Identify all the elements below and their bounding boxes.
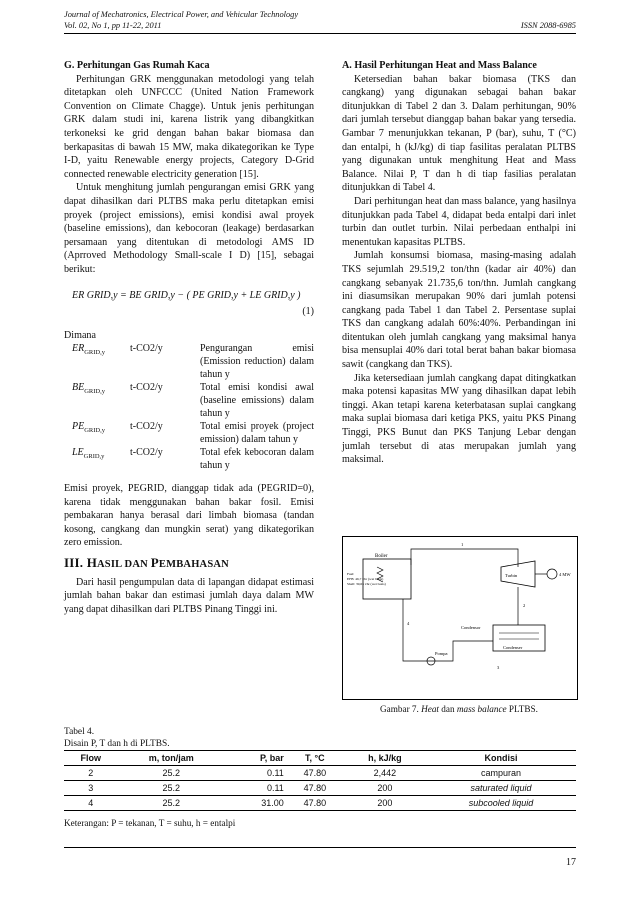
- table-caption: [64, 726, 170, 750]
- condenser-coil-icon: [499, 633, 539, 639]
- definition-row: [72, 420, 314, 446]
- node-4-label: 4: [407, 621, 410, 626]
- fuel-label: Fuel:: [347, 572, 355, 576]
- table-row: 3 25.2 0.11 47.80 200 saturated liquid: [64, 781, 576, 796]
- dimana-label: Dimana: [64, 329, 96, 341]
- steam-line: [411, 549, 518, 567]
- col-header-mass: m, ton/jam: [118, 751, 225, 766]
- def-symbol: LE: [72, 447, 84, 459]
- def-unit: t-CO2/y: [130, 447, 163, 459]
- paragraph-ghg-method: Perhitungan GRK menggunakan metodologi yang telah ditetapkan oleh UNFCCC (United Nation Framework Convention on Climate Chagge). Untuk jenis perhitungan GRK dalam studi ini, karena listrik yang dibangkitkan terkoneksi ke grid dengan bahan bakar biomasa dan berkapasitas di bawah 15 MW, maka dikategorikan ke Type I-D, yaitu Renewable energy projects, Category D-Grid connected renewable electricity generation [15].: [64, 73, 314, 180]
- def-unit: t-CO2/y: [130, 343, 163, 355]
- paragraph-shell-supply: Jika ketersediaan jumlah cangkang dapat ditingkatkan maka potensi kapasitas MW yang dihasilkan dapat lebih tinggi. Akan tetapi karena keterbatasan suplai cangkang maka suplai biomasa dari ketiga PKS, yaitu PKS Pinang Tinggi, PKS Bunut dan PKS Tanjung Lebar dengan jumlah tersebut di atas merupakan jumlah yang maksimal.: [342, 372, 576, 466]
- figure-caption: Gambar 7. Heat dan mass balance PLTBS.: [380, 704, 538, 714]
- condensor-label: Condensor: [461, 625, 481, 630]
- paragraph-fuel-availability: Ketersedian bahan bakar biomasa (TKS dan cangkang) yang digunakan sebagai bahan bakar ditunjukkan di Tabel 2 dan 3. Dalam perhitungan, 90% dari jumlah tersebut dianggap bahan bakar yang tersedia. Gambar 7 menunjukkan tekanan, P (bar), suhu, T (°C) dan entalpi, h (kJ/kg) di tiap fasilitas peralatan PLTBS yang digunakan untuk menghitung Heat and Mass Balance. Nilai P, T dan h di tiap fasilias peralatan ditunjukkan di Tabel 4.: [342, 73, 576, 194]
- journal-volume: Vol. 02, No 1, pp 11-22, 2011: [64, 20, 162, 30]
- figure-heat-mass-balance: [342, 536, 578, 700]
- left-column: [64, 59, 314, 616]
- table-header-row: [64, 751, 576, 766]
- header-rule: [64, 33, 576, 34]
- paragraph-biomass-consumption: Jumlah konsumsi biomasa, masing-masing adalah TKS sejumlah 29.519,2 ton/thn (kadar air 40%) dan cangkang sebanyak 21.735,6 ton/thn. Jumlah cangkang ini diasumsikan merupakan 90% dari jumlah potensi cangkang pada Tabel 1 dan Tabel 2. Persentase suplai TKS dan cangkang adalah 60%:40%. Perbandingan ini ditentukan oleh jumlah cangkang yang maksimal hanya bisa mensuplai 40% dari total berat bahan bakar biomasa sawit (cangkang dan TKS).: [342, 250, 576, 371]
- def-description: Total emisi proyek (project emission) dalam tahun y: [200, 421, 314, 446]
- def-description: Total emisi kondisi awal (baseline emissions) dalam tahun y: [200, 382, 314, 420]
- boiler-label: Boiler: [375, 554, 388, 559]
- def-subscript: GRID,y: [84, 349, 105, 357]
- generator-icon: [547, 569, 557, 579]
- return-line: [403, 599, 493, 661]
- def-unit: t-CO2/y: [130, 421, 163, 433]
- def-description: Pengurangan emisi (Emission reduction) dalam tahun y: [200, 343, 314, 381]
- table-row: 2 25.2 0.11 47.80 2,442 campuran: [64, 766, 576, 781]
- node-3-label: 3: [497, 665, 500, 670]
- paragraph-enthalpy: Dari perhitungan heat dan mass balance, yang hasilnya ditunjukkan pada Tabel 4, didapat beda entalpi dari inlet turbin dan outlet turbin. Nilai perbedaan enthalpi ini menentukan kapasitas PLTBS.: [342, 195, 576, 248]
- equation-number: (1): [302, 305, 314, 317]
- fuel-efb: EFB: 46,7 t/hr (wet basis): [347, 577, 384, 581]
- condenser-label: Condenser: [503, 645, 523, 650]
- turbine-label: Turbin: [505, 573, 518, 578]
- table-subtitle: Disain P, T dan h di PLTBS.: [64, 739, 170, 749]
- section-heading-a: A. Hasil Perhitungan Heat and Mass Balance: [342, 60, 537, 71]
- journal-issn: ISSN 2088-6985: [520, 20, 576, 30]
- section-heading-iii: III. HASIL DAN PEMBAHASAN: [64, 555, 229, 571]
- def-subscript: GRID,y: [84, 388, 105, 396]
- node-1-label: 1: [461, 542, 464, 547]
- equation-text: ER GRID,y = BE GRID,y − ( PE GRID,y + LE GRID,y ): [72, 289, 301, 301]
- equation-1: [64, 281, 314, 323]
- node-2-label: 2: [523, 603, 526, 608]
- footer-rule: [64, 847, 576, 848]
- table-title: Tabel 4.: [64, 727, 95, 737]
- pump-label: Pompa: [435, 651, 448, 656]
- table-row: 4 25.2 31.00 47.80 200 subcooled liquid: [64, 796, 576, 811]
- table-heat-mass-balance: [64, 750, 576, 811]
- definition-row: [72, 381, 314, 420]
- page-number: 17: [566, 857, 576, 868]
- def-description: Total efek kebocoran dalam tahun y: [200, 447, 314, 472]
- running-header: [64, 10, 576, 31]
- paragraph-results-intro: Dari hasil pengumpulan data di lapangan didapat estimasi jumlah bahan bakar dan estimasi jumlah daya dalam MW yang dapat dihasilkan dari PLTBS Pinang Tinggi ini.: [64, 576, 314, 615]
- power-label: 4 MW: [559, 572, 571, 577]
- col-header-condition: Kondisi: [426, 751, 576, 766]
- def-symbol: ER: [72, 343, 85, 355]
- definition-row: [72, 446, 314, 472]
- def-symbol: PE: [72, 421, 85, 433]
- table-note: Keterangan: P = tekanan, T = suhu, h = entalpi: [64, 818, 236, 828]
- def-symbol: BE: [72, 382, 85, 394]
- paragraph-project-emission: Emisi proyek, PEGRID, dianggap tidak ada (PEGRID=0), karena tidak menggunakan bahan bakar fosil. Emisi pembakaran hanya berasal dari limbah biomasa (tandan kosong, cangkang dan mungkin serat) yang dikategorikan zero emission.: [64, 483, 314, 549]
- paragraph-ghg-calc: Untuk menghitung jumlah pengurangan emisi GRK yang dapat dihasilkan dari PLTBS maka perlu ditetapkan emisi proyek (project emissions), emisi kondisi awal proyek (baseline emissions), dan kebocoran (leakage) berdasarkan persamaan yang ditentukan di metodologi AMS ID (Aprroved Methodology Small-scale I D) [15], sebagai berikut:: [64, 182, 314, 275]
- definition-row: [72, 342, 314, 381]
- col-header-pressure: P, bar: [225, 751, 286, 766]
- def-unit: t-CO2/y: [130, 382, 163, 394]
- def-subscript: GRID,y: [83, 453, 105, 461]
- fuel-shell: Shell: 39,63 t/hr (wet basis): [347, 582, 386, 586]
- col-header-enthalpy: h, kJ/kg: [344, 751, 426, 766]
- journal-name: Journal of Mechatronics, Electrical Power, and Vehicular Technology: [64, 10, 299, 19]
- process-diagram: [343, 537, 577, 699]
- right-column: [342, 59, 576, 467]
- col-header-flow: Flow: [64, 751, 118, 766]
- col-header-temperature: T, °C: [286, 751, 344, 766]
- def-subscript: GRID,y: [84, 427, 105, 435]
- section-heading-g: G. Perhitungan Gas Rumah Kaca: [64, 60, 210, 71]
- variable-definitions: [72, 342, 314, 472]
